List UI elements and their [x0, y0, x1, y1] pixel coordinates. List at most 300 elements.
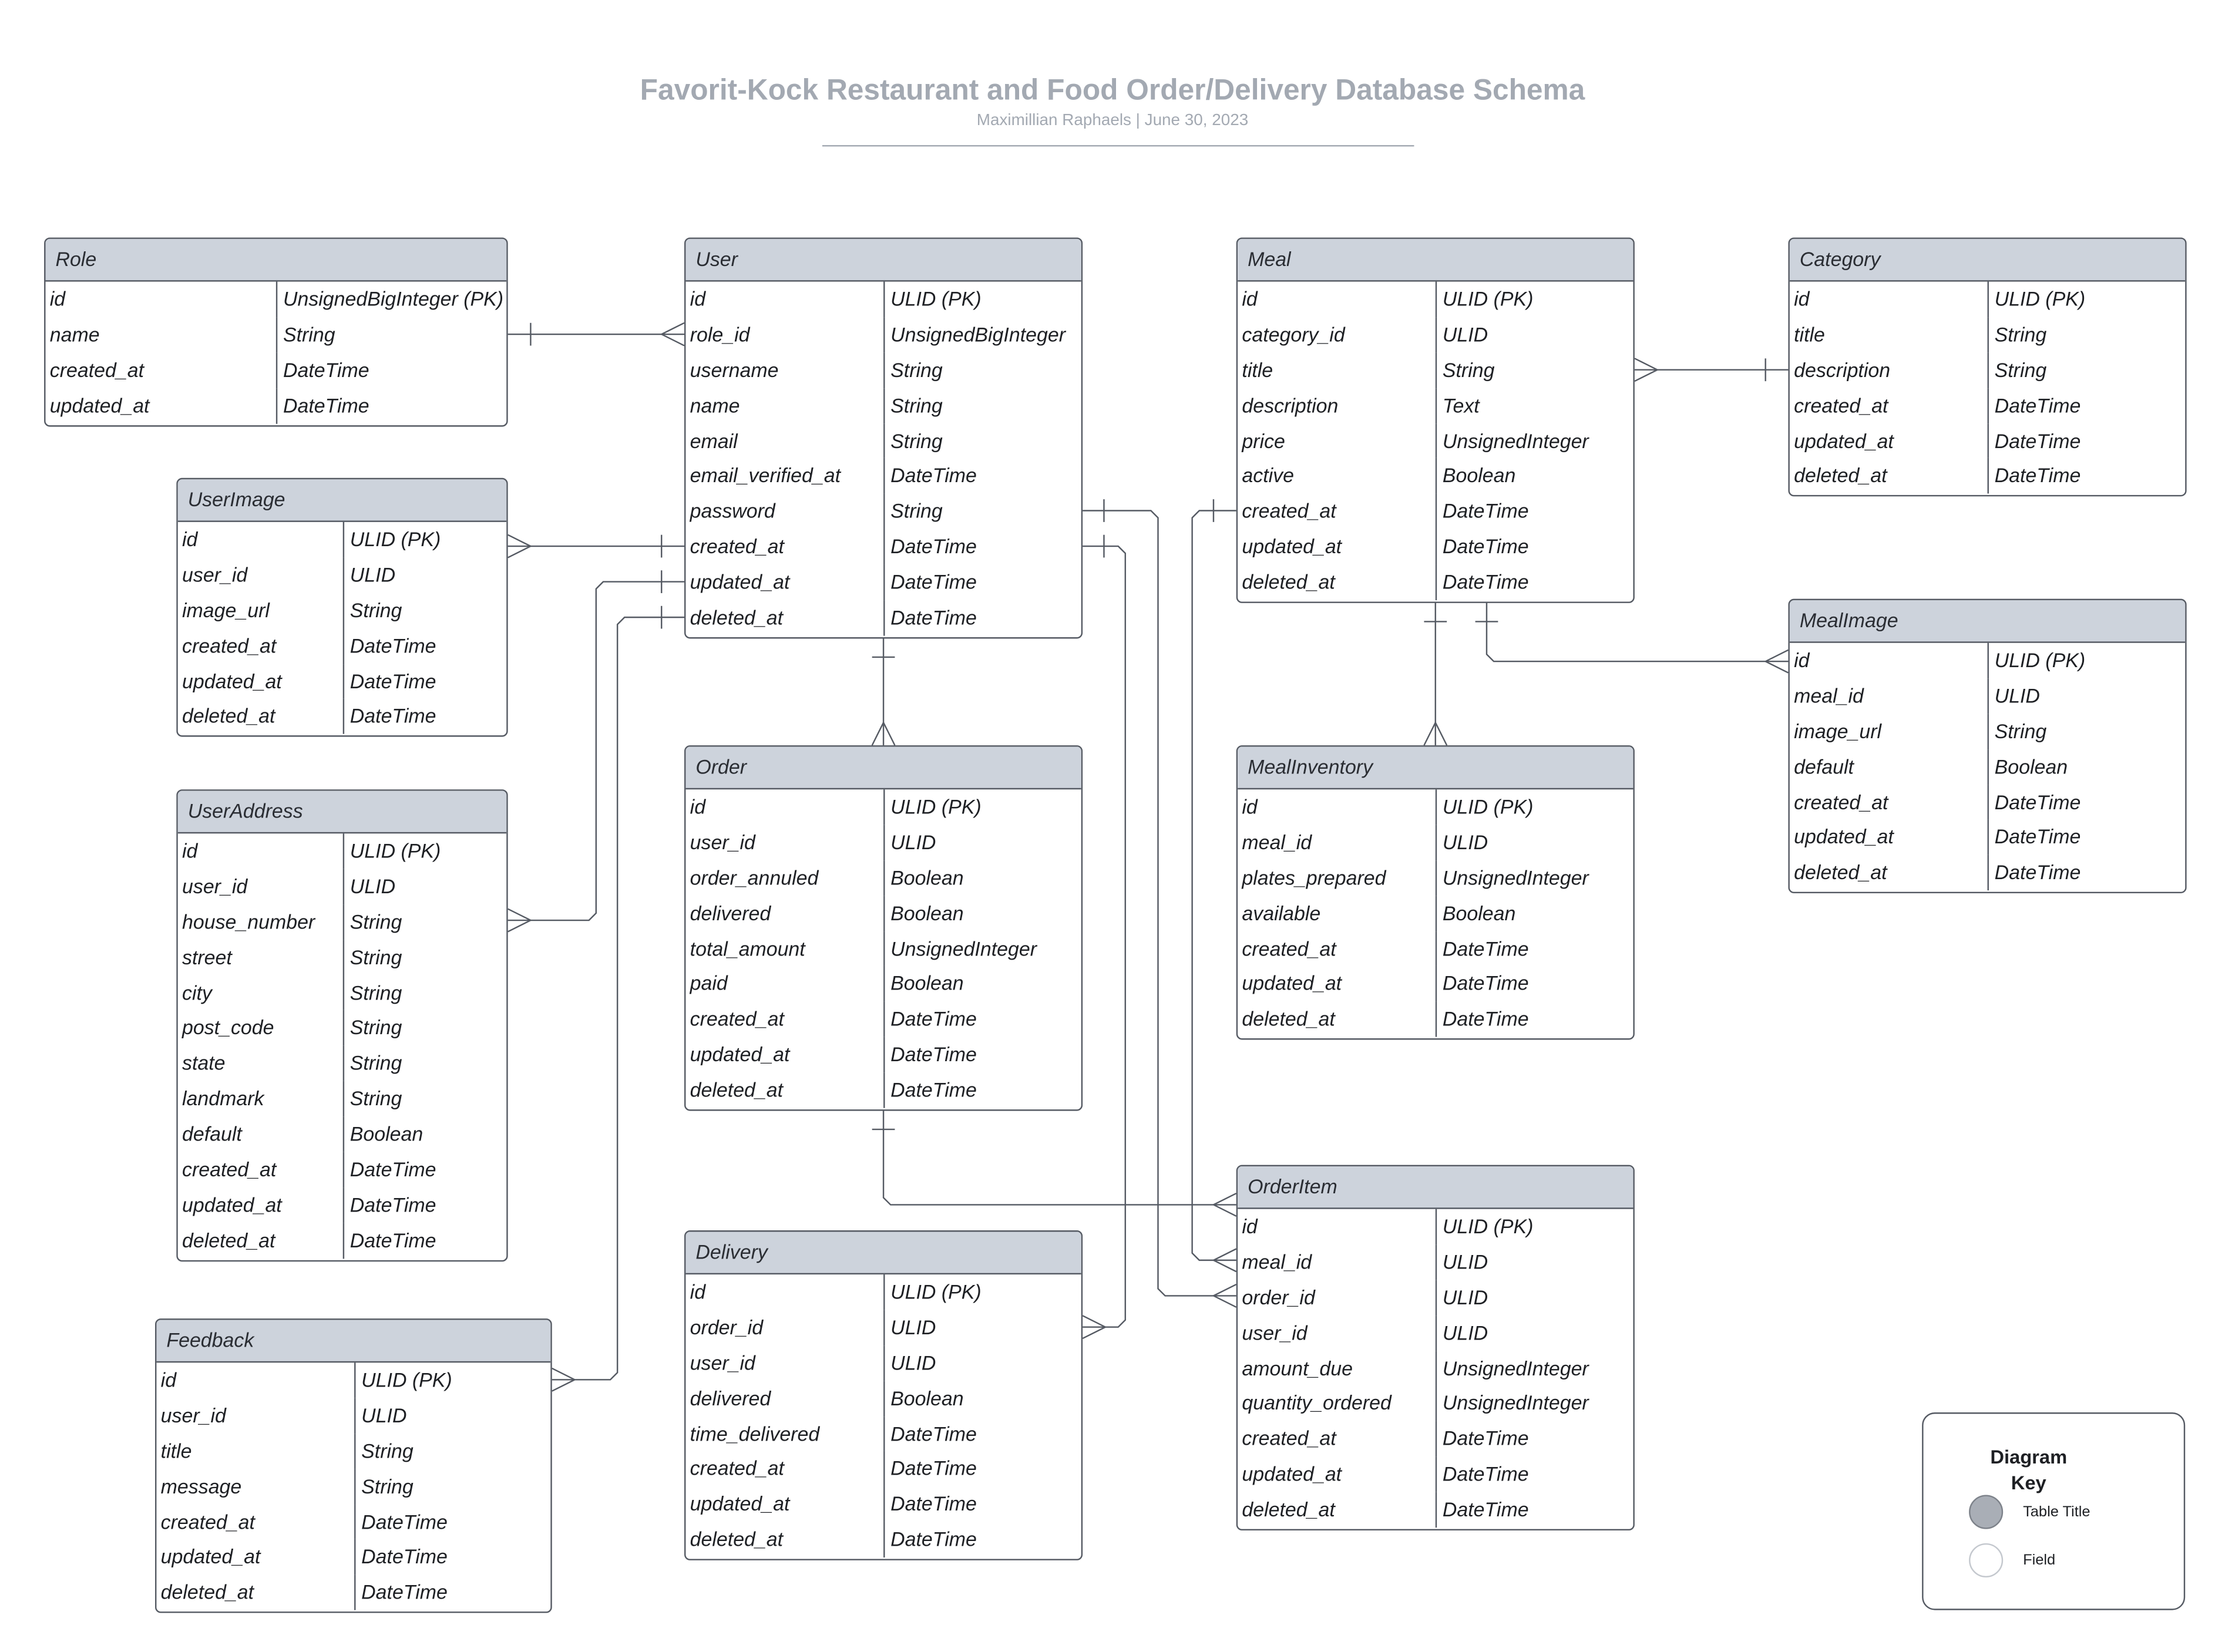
field-row [178, 833, 506, 869]
field-row [156, 1504, 550, 1539]
table-fields [1238, 789, 1633, 1039]
field-name: post_code [178, 1011, 344, 1046]
field-name: deleted_at [1790, 855, 1989, 890]
table-fields [685, 789, 1081, 1109]
field-type: UnsignedInteger [1442, 1356, 1589, 1380]
many-marker [508, 909, 531, 932]
field-row [685, 931, 1081, 966]
field-type: String [349, 1051, 402, 1075]
field-type: ULID [1442, 1285, 1488, 1308]
field-name: id [685, 282, 885, 317]
field-row [1238, 931, 1633, 966]
table-meal[interactable] [1236, 237, 1635, 603]
field-name: house_number [178, 904, 344, 940]
field-name: image_url [1790, 714, 1989, 749]
field-name: order_id [685, 1310, 885, 1345]
table-title: OrderItem [1238, 1166, 1633, 1209]
table-title: Role [46, 239, 507, 282]
field-type: DateTime [1994, 393, 2081, 416]
field-name: role_id [685, 317, 885, 352]
field-type: DateTime [283, 393, 369, 416]
field-name: deleted_at [156, 1575, 355, 1610]
field-name: description [1790, 352, 1989, 388]
field-name: image_url [178, 593, 344, 628]
field-row [178, 628, 506, 664]
field-type: UnsignedBigInteger (PK) [283, 287, 504, 310]
table-title: UserImage [178, 479, 506, 522]
field-name: deleted_at [685, 600, 885, 635]
many-marker [508, 535, 531, 558]
field-type: DateTime [1994, 790, 2081, 813]
field-type: DateTime [349, 1229, 436, 1251]
field-name: price [1238, 423, 1437, 459]
field-name: id [685, 789, 885, 825]
field-name: created_at [685, 1002, 885, 1037]
table-fields [1238, 1209, 1633, 1529]
field-type: ULID [1994, 684, 2040, 707]
field-type: ULID (PK) [890, 287, 982, 310]
field-row [178, 699, 506, 736]
table-fields [1790, 282, 2185, 496]
field-row [1238, 1280, 1633, 1315]
field-row [1790, 749, 2185, 785]
field-name: landmark [178, 1081, 344, 1116]
field-row [685, 1002, 1081, 1037]
field-name: updated_at [1238, 530, 1437, 565]
field-row [1238, 282, 1633, 317]
field-row [685, 388, 1081, 423]
diagram-key [1922, 1412, 2185, 1610]
table-fields [178, 522, 506, 736]
field-row [178, 975, 506, 1010]
field-name: updated_at [685, 1487, 885, 1522]
field-name: street [178, 940, 344, 975]
table-title: MealImage [1790, 600, 2185, 643]
field-name: username [685, 352, 885, 388]
field-name: created_at [1790, 388, 1989, 423]
field-type: Boolean [1442, 901, 1516, 924]
table-fields [1790, 643, 2185, 893]
many-marker [1424, 722, 1447, 745]
table-feedback[interactable] [155, 1318, 552, 1613]
field-row [1238, 1002, 1633, 1039]
field-type: String [890, 358, 943, 381]
field-type: ULID [1442, 1250, 1488, 1273]
field-row [1238, 423, 1633, 459]
field-row [685, 1416, 1081, 1451]
field-row [1790, 714, 2185, 749]
rel-user-delivery [1083, 546, 1125, 1327]
field-type: String [283, 322, 335, 346]
field-row [1238, 1457, 1633, 1492]
rel-meal-mealimage [1487, 600, 1788, 661]
field-row [156, 1398, 550, 1434]
field-name: created_at [178, 628, 344, 664]
table-category[interactable] [1788, 237, 2186, 497]
field-type: ULID [1442, 1321, 1488, 1344]
field-type: ULID [890, 1315, 936, 1338]
field-type: Text [1442, 393, 1480, 416]
field-name: meal_id [1238, 1244, 1437, 1280]
field-type: ULID [349, 874, 396, 898]
field-name: updated_at [1238, 1457, 1437, 1492]
field-type: String [1994, 719, 2047, 742]
field-name: id [685, 1274, 885, 1310]
field-row [178, 522, 506, 557]
field-row [46, 352, 507, 388]
table-fields [685, 1274, 1081, 1559]
field-row [178, 904, 506, 940]
field-name: email [685, 423, 885, 459]
field-name: user_id [156, 1398, 355, 1434]
field-type: ULID (PK) [890, 1280, 982, 1303]
field-row [1238, 530, 1633, 565]
field-type: UnsignedInteger [1442, 1391, 1589, 1415]
field-row [685, 789, 1081, 825]
field-type: ULID [349, 563, 396, 586]
field-name: id [1238, 789, 1437, 825]
many-marker [1214, 1193, 1236, 1216]
field-name: updated_at [685, 1037, 885, 1072]
field-type: DateTime [1442, 570, 1529, 594]
field-row [1790, 317, 2185, 352]
field-name: active [1238, 459, 1437, 494]
field-name: description [1238, 388, 1437, 423]
field-name: user_id [685, 1345, 885, 1381]
field-row [1238, 317, 1633, 352]
field-type: String [1442, 358, 1495, 381]
field-name: paid [685, 967, 885, 1002]
field-row [1790, 423, 2185, 459]
field-row [685, 317, 1081, 352]
field-name: updated_at [1238, 967, 1437, 1002]
field-type: Boolean [349, 1122, 424, 1146]
table-fields [46, 282, 507, 425]
many-marker [1083, 1315, 1105, 1338]
field-row [178, 664, 506, 699]
rel-user-feedback [552, 617, 684, 1380]
field-row [685, 1072, 1081, 1109]
page-title: Favorit-Kock Restaurant and Food Order/Delivery Database Schema [640, 73, 1585, 107]
field-row [1238, 1492, 1633, 1529]
field-type: DateTime [890, 1492, 977, 1516]
field-row [685, 967, 1081, 1002]
rel-user-orderitem [1083, 510, 1236, 1296]
field-type: ULID (PK) [890, 795, 982, 818]
field-name: delivered [685, 1381, 885, 1416]
field-type: ULID [1442, 830, 1488, 853]
field-name: created_at [685, 1452, 885, 1487]
table-fields [685, 282, 1081, 638]
field-row [156, 1434, 550, 1469]
table-order-item[interactable] [1236, 1165, 1635, 1531]
field-row [685, 1381, 1081, 1416]
field-name: user_id [178, 869, 344, 904]
field-row [156, 1540, 550, 1575]
field-row [156, 1362, 550, 1398]
field-type: UnsignedInteger [890, 937, 1037, 960]
field-type: ULID [361, 1404, 407, 1426]
field-type: ULID (PK) [1442, 795, 1534, 818]
table-meal-image[interactable] [1788, 599, 2186, 894]
field-name: created_at [156, 1504, 355, 1539]
field-row [685, 825, 1081, 860]
field-type: Boolean [890, 866, 964, 889]
field-name: id [1238, 282, 1437, 317]
field-type: ULID (PK) [1994, 287, 2086, 310]
field-row [178, 1046, 506, 1081]
field-row [1238, 1386, 1633, 1421]
table-title: Delivery [685, 1232, 1081, 1274]
field-row [178, 1223, 506, 1260]
field-type: DateTime [890, 1421, 977, 1445]
field-type: String [890, 393, 943, 416]
field-name: updated_at [46, 388, 278, 423]
field-row [1238, 388, 1633, 423]
field-name: deleted_at [1238, 565, 1437, 600]
table-title: Feedback [156, 1320, 550, 1363]
table-fields [156, 1362, 550, 1612]
field-name: created_at [685, 530, 885, 565]
field-name: meal_id [1790, 678, 1989, 714]
field-row [178, 557, 506, 593]
field-name: meal_id [1238, 825, 1437, 860]
field-row [685, 494, 1081, 529]
field-row [178, 869, 506, 904]
field-type: DateTime [361, 1580, 448, 1604]
field-type: DateTime [361, 1510, 448, 1533]
field-row [685, 282, 1081, 317]
field-type: DateTime [1442, 972, 1529, 995]
field-row [46, 282, 507, 317]
table-role[interactable] [44, 237, 508, 426]
table-order[interactable] [684, 745, 1083, 1111]
field-type: UnsignedInteger [1442, 429, 1589, 452]
field-row [1238, 1209, 1633, 1244]
field-name: default [178, 1117, 344, 1152]
field-name: id [1790, 643, 1989, 678]
field-name: delivered [685, 896, 885, 931]
field-type: DateTime [890, 535, 977, 558]
field-type: DateTime [1994, 825, 2081, 849]
field-row [685, 459, 1081, 494]
field-row [1238, 1421, 1633, 1456]
field-row [1790, 820, 2185, 855]
field-name: id [1238, 1209, 1437, 1244]
field-type: ULID (PK) [1994, 648, 2086, 672]
table-title: Meal [1238, 239, 1633, 282]
field-name: total_amount [685, 931, 885, 966]
field-type: DateTime [361, 1545, 448, 1569]
field-type: UnsignedInteger [1442, 866, 1589, 889]
field-type: DateTime [1994, 861, 2081, 884]
field-name: deleted_at [1238, 1492, 1437, 1527]
field-name: name [685, 388, 885, 423]
field-type: String [361, 1439, 414, 1462]
field-type: ULID [890, 830, 936, 853]
field-type: DateTime [1442, 1498, 1529, 1521]
field-row [1790, 388, 2185, 423]
field-name: order_annuled [685, 860, 885, 896]
field-row [1238, 1315, 1633, 1351]
key-label-table-title: Table Title [2023, 1503, 2090, 1521]
field-name: created_at [1238, 931, 1437, 966]
field-type: String [1994, 358, 2047, 381]
many-marker [661, 323, 684, 346]
field-name: user_id [178, 557, 344, 593]
table-title: MealInventory [1238, 747, 1633, 790]
field-type: Boolean [890, 1386, 964, 1409]
table-title: User [685, 239, 1081, 282]
table-user[interactable] [684, 237, 1083, 638]
field-name: available [1238, 896, 1437, 931]
table-meal-inventory[interactable] [1236, 745, 1635, 1040]
many-marker [1766, 650, 1789, 673]
rel-user-useraddress [508, 582, 684, 920]
field-row [685, 860, 1081, 896]
field-row [685, 1037, 1081, 1072]
field-type: String [349, 1016, 402, 1039]
field-row [685, 600, 1081, 637]
table-user-address[interactable] [176, 789, 507, 1261]
title-divider [822, 145, 1414, 146]
field-type: String [349, 1086, 402, 1110]
field-type: ULID (PK) [349, 527, 441, 551]
table-user-image[interactable] [176, 478, 507, 738]
field-name: deleted_at [1238, 1002, 1437, 1037]
field-name: id [1790, 282, 1989, 317]
field-type: String [349, 598, 402, 621]
field-type: Boolean [1994, 755, 2068, 778]
field-name: id [156, 1362, 355, 1398]
field-row [1238, 896, 1633, 931]
field-row [178, 1081, 506, 1116]
field-row [1790, 678, 2185, 714]
field-type: String [349, 945, 402, 968]
field-type: DateTime [890, 1078, 977, 1101]
field-row [685, 1522, 1081, 1559]
field-type: DateTime [349, 634, 436, 657]
page-subtitle: Maximillian Raphaels | June 30, 2023 [976, 112, 1249, 130]
field-name: plates_prepared [1238, 860, 1437, 896]
field-type: ULID (PK) [1442, 1214, 1534, 1238]
field-type: DateTime [1442, 1427, 1529, 1450]
field-type: DateTime [890, 1007, 977, 1031]
field-type: DateTime [1442, 499, 1529, 523]
field-type: ULID [1442, 322, 1488, 346]
field-row [1238, 352, 1633, 388]
field-name: password [685, 494, 885, 529]
field-name: user_id [685, 825, 885, 860]
field-type: String [361, 1474, 414, 1498]
field-name: updated_at [1790, 423, 1989, 459]
field-name: deleted_at [178, 1223, 344, 1258]
field-row [1238, 565, 1633, 602]
many-marker [1214, 1284, 1236, 1307]
field-type: String [349, 910, 402, 933]
field-type: ULID (PK) [1442, 287, 1534, 310]
field-name: updated_at [178, 1187, 344, 1223]
field-name: deleted_at [178, 699, 344, 734]
many-marker [552, 1368, 575, 1391]
field-row [46, 388, 507, 425]
field-name: title [156, 1434, 355, 1469]
key-label-field: Field [2023, 1552, 2056, 1569]
field-row [1238, 1351, 1633, 1386]
field-name: updated_at [156, 1540, 355, 1575]
field-row [1790, 352, 2185, 388]
field-name: id [178, 522, 344, 557]
field-type: DateTime [890, 605, 977, 629]
field-name: updated_at [685, 565, 885, 600]
field-type: DateTime [283, 358, 369, 381]
field-type: DateTime [890, 464, 977, 487]
field-name: created_at [46, 352, 278, 388]
field-row [1238, 967, 1633, 1002]
field-row [178, 940, 506, 975]
field-name: deleted_at [1790, 459, 1989, 494]
table-fields [1238, 282, 1633, 602]
field-name: state [178, 1046, 344, 1081]
field-name: name [46, 317, 278, 352]
diagram-key-title: Diagram Key [1990, 1446, 2068, 1494]
field-row [1238, 825, 1633, 860]
table-delivery[interactable] [684, 1230, 1083, 1560]
field-row [1238, 1244, 1633, 1280]
field-type: DateTime [1442, 535, 1529, 558]
field-row [1790, 643, 2185, 678]
field-row [1790, 282, 2185, 317]
field-type: DateTime [1994, 429, 2081, 452]
field-type: UnsignedBigInteger [890, 322, 1066, 346]
field-type: String [890, 429, 943, 452]
field-name: email_verified_at [685, 459, 885, 494]
field-row [685, 565, 1081, 600]
field-type: DateTime [349, 1158, 436, 1181]
empty-circle-icon [1969, 1543, 2003, 1577]
rel-meal-orderitem [1192, 510, 1236, 1260]
field-row [1238, 459, 1633, 494]
field-row [178, 1011, 506, 1046]
table-title: Category [1790, 239, 2185, 282]
field-row [178, 593, 506, 628]
field-type: DateTime [890, 1457, 977, 1480]
field-row [685, 896, 1081, 931]
field-name: created_at [178, 1152, 344, 1187]
many-marker [872, 722, 895, 745]
field-type: DateTime [890, 1527, 977, 1551]
field-type: String [890, 499, 943, 523]
table-title: UserAddress [178, 791, 506, 834]
field-row [685, 352, 1081, 388]
field-type: Boolean [1442, 464, 1516, 487]
field-row [685, 1345, 1081, 1381]
field-name: default [1790, 749, 1989, 785]
field-row [1790, 459, 2185, 496]
table-fields [178, 833, 506, 1260]
many-marker [1214, 1249, 1236, 1272]
field-name: created_at [1238, 494, 1437, 529]
field-row [685, 1452, 1081, 1487]
field-row [685, 1274, 1081, 1310]
field-row [1238, 789, 1633, 825]
field-row [156, 1469, 550, 1504]
field-name: created_at [1238, 1421, 1437, 1456]
field-type: DateTime [349, 669, 436, 692]
field-type: DateTime [890, 570, 977, 594]
field-type: String [1994, 322, 2047, 346]
field-name: quantity_ordered [1238, 1386, 1437, 1421]
